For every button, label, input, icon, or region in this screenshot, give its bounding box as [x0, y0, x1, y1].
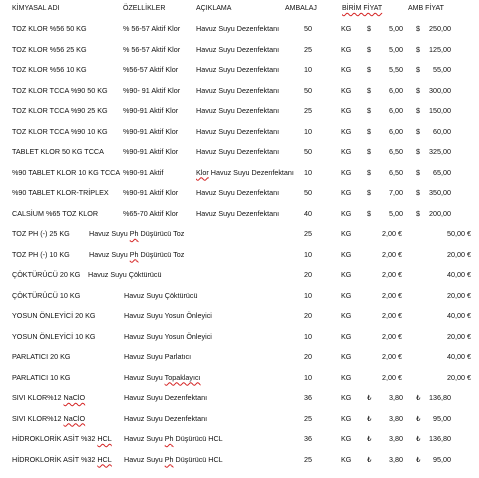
pack-price: 200,00 — [429, 208, 451, 218]
package-unit: KG — [341, 65, 352, 74]
table-row — [0, 268, 479, 282]
pack-price: 65,00 — [433, 167, 451, 177]
product-name: TOZ KLOR %56 50 KG — [12, 24, 87, 33]
unit-price: 2,00 € — [382, 249, 402, 259]
package-quantity: 36 — [304, 393, 312, 402]
product-description: Havuz Suyu Dezenfektanı — [196, 188, 280, 197]
pack-price-currency: $ — [416, 126, 420, 136]
pack-price-currency: $ — [416, 106, 420, 115]
package-unit: KG — [341, 413, 352, 423]
table-row — [0, 207, 479, 221]
product-name: ÇÖKTÜRÜCÜ 20 KG — [12, 270, 81, 279]
product-properties: % 56-57 Aktif Klor — [123, 24, 181, 33]
table-row — [0, 412, 479, 426]
product-name: HİDROKLORİK ASİT %32 HCL — [12, 434, 112, 443]
package-unit: KG — [341, 188, 352, 197]
product-properties: %90-91 Aktif Klor — [123, 147, 179, 156]
pack-price: 350,00 — [429, 188, 451, 197]
pack-price: 55,00 — [433, 65, 451, 74]
product-name: TOZ PH (-) 25 KG — [12, 229, 70, 238]
table-row — [0, 227, 479, 241]
package-unit: KG — [341, 270, 352, 279]
unit-price-currency: $ — [367, 188, 371, 197]
product-properties: %90-91 Aktif Klor — [123, 188, 179, 197]
package-unit: KG — [341, 167, 352, 177]
package-quantity: 50 — [304, 147, 312, 156]
product-name: TOZ KLOR TCCA %90 50 KG — [12, 85, 108, 95]
unit-price-currency: $ — [367, 44, 371, 54]
pack-price-currency: $ — [416, 44, 420, 54]
unit-price-currency: ₺ — [367, 454, 372, 464]
package-quantity: 25 — [304, 106, 312, 115]
table-row — [0, 432, 479, 446]
product-description: Havuz Suyu Dezenfektanı — [124, 393, 208, 402]
unit-price: 2,00 € — [382, 311, 402, 320]
unit-price-currency: $ — [367, 65, 371, 74]
package-quantity: 20 — [304, 311, 312, 320]
unit-price: 3,80 — [389, 393, 403, 402]
package-unit: KG — [341, 311, 352, 320]
product-properties: %90-91 Aktif Klor — [123, 106, 179, 115]
table-row — [0, 330, 479, 344]
product-name: SIVI KLOR%12 NaClO — [12, 413, 86, 423]
product-description: Havuz Suyu Çöktürücü — [88, 270, 162, 279]
pack-price: 20,00 € — [447, 331, 471, 341]
product-description: Havuz Suyu Dezenfektanı — [196, 85, 280, 95]
table-row — [0, 289, 479, 303]
pack-price: 20,00 € — [447, 372, 471, 382]
table-row — [0, 453, 479, 467]
package-quantity: 50 — [304, 85, 312, 95]
pack-price-currency: ₺ — [416, 434, 421, 443]
header-name: KİMYASAL ADI — [12, 5, 60, 12]
table-row — [0, 104, 479, 118]
pack-price-currency: ₺ — [416, 413, 421, 423]
unit-price-currency: $ — [367, 167, 371, 177]
package-quantity: 25 — [304, 44, 312, 54]
unit-price: 5,50 — [389, 65, 403, 74]
unit-price: 5,00 — [389, 44, 403, 54]
product-description: Havuz Suyu Dezenfektanı — [196, 106, 280, 115]
pack-price: 150,00 — [429, 106, 451, 115]
unit-price: 6,00 — [389, 126, 403, 136]
product-name: YOSUN ÖNLEYİCİ 10 KG — [12, 331, 96, 341]
product-description: Havuz Suyu Parlatıcı — [124, 352, 192, 361]
product-name: SIVI KLOR%12 NaClO — [12, 393, 86, 402]
unit-price-currency: $ — [367, 24, 371, 33]
product-name: TOZ KLOR TCCA %90 10 KG — [12, 126, 108, 136]
unit-price-currency: $ — [367, 106, 371, 115]
product-name: TABLET KLOR 50 KG TCCA — [12, 147, 104, 156]
pack-price-currency: $ — [416, 147, 420, 156]
product-name: TOZ KLOR %56 10 KG — [12, 65, 87, 74]
unit-price: 2,00 € — [382, 352, 402, 361]
product-properties: %90- 91 Aktif Klor — [123, 85, 181, 95]
pack-price: 40,00 € — [447, 352, 471, 361]
unit-price: 2,00 € — [382, 372, 402, 382]
unit-price-currency: $ — [367, 126, 371, 136]
product-description: Havuz Suyu Yosun Önleyici — [124, 331, 212, 341]
product-description: Havuz Suyu Topaklayıcı — [124, 372, 201, 382]
package-unit: KG — [341, 208, 352, 218]
header-unit-price: BİRİM FİYAT — [342, 5, 383, 12]
unit-price: 6,50 — [389, 167, 403, 177]
unit-price-currency: ₺ — [367, 434, 372, 443]
product-description: Havuz Suyu Yosun Önleyici — [124, 311, 212, 320]
table-row — [0, 125, 479, 139]
package-quantity: 10 — [304, 167, 312, 177]
unit-price: 2,00 € — [382, 270, 402, 279]
pack-price-currency: ₺ — [416, 393, 421, 402]
pack-price: 20,00 € — [447, 249, 471, 259]
product-name: YOSUN ÖNLEYİCİ 20 KG — [12, 311, 96, 320]
unit-price: 7,00 — [389, 188, 403, 197]
package-quantity: 25 — [304, 454, 312, 464]
unit-price: 6,50 — [389, 147, 403, 156]
package-quantity: 10 — [304, 331, 312, 341]
header-pack-price: AMB FİYAT — [408, 5, 444, 12]
unit-price: 5,00 — [389, 208, 403, 218]
package-unit: KG — [341, 249, 352, 259]
product-description: Havuz Suyu Dezenfektanı — [196, 208, 280, 218]
package-quantity: 10 — [304, 249, 312, 259]
package-unit: KG — [341, 85, 352, 95]
product-description: Havuz Suyu Dezenfektanı — [196, 44, 280, 54]
product-name: TOZ PH (-) 10 KG — [12, 249, 70, 259]
package-unit: KG — [341, 24, 352, 33]
pack-price: 60,00 — [433, 126, 451, 136]
unit-price-currency: ₺ — [367, 393, 372, 402]
product-properties: %90-91 Aktif Klor — [123, 126, 179, 136]
pack-price: 40,00 € — [447, 311, 471, 320]
product-properties: %65-70 Aktif Klor — [123, 208, 179, 218]
package-unit: KG — [341, 454, 352, 464]
package-unit: KG — [341, 126, 352, 136]
pack-price-currency: $ — [416, 188, 420, 197]
product-description: Havuz Suyu Ph Düşürücü Toz — [89, 249, 185, 259]
product-properties: % 56-57 Aktif Klor — [123, 44, 181, 54]
package-quantity: 10 — [304, 65, 312, 74]
product-description: Klor Havuz Suyu Dezenfektanı — [196, 167, 294, 177]
unit-price: 2,00 € — [382, 331, 402, 341]
table-row — [0, 145, 479, 159]
header-pack: AMBALAJ — [285, 5, 317, 12]
unit-price: 6,00 — [389, 106, 403, 115]
unit-price: 2,00 € — [382, 290, 402, 300]
product-name: HİDROKLORİK ASİT %32 HCL — [12, 454, 112, 464]
product-name: TOZ KLOR %56 25 KG — [12, 44, 87, 54]
product-name: %90 TABLET KLOR-TRİPLEX — [12, 188, 109, 197]
pack-price: 40,00 € — [447, 270, 471, 279]
unit-price: 5,00 — [389, 24, 403, 33]
pack-price-currency: $ — [416, 208, 420, 218]
package-quantity: 10 — [304, 372, 312, 382]
package-quantity: 50 — [304, 188, 312, 197]
pack-price: 300,00 — [429, 85, 451, 95]
header-props: ÖZELLİKLER — [123, 5, 166, 12]
product-description: Havuz Suyu Dezenfektanı — [196, 65, 280, 74]
product-name: PARLATICI 10 KG — [12, 372, 71, 382]
table-row — [0, 166, 479, 180]
product-description: Havuz Suyu Çöktürücü — [124, 290, 198, 300]
product-properties: %90-91 Aktif — [123, 167, 164, 177]
product-description: Havuz Suyu Ph Düşürücü HCL — [124, 454, 223, 464]
product-description: Havuz Suyu Dezenfektanı — [124, 413, 208, 423]
unit-price: 3,80 — [389, 434, 403, 443]
package-unit: KG — [341, 290, 352, 300]
unit-price: 6,00 — [389, 85, 403, 95]
package-unit: KG — [341, 331, 352, 341]
unit-price: 2,00 € — [382, 229, 402, 238]
table-row — [0, 84, 479, 98]
product-name: %90 TABLET KLOR 10 KG TCCA — [12, 167, 121, 177]
product-description: Havuz Suyu Dezenfektanı — [196, 126, 280, 136]
package-unit: KG — [341, 229, 352, 238]
pack-price: 95,00 — [433, 454, 451, 464]
package-unit: KG — [341, 352, 352, 361]
pack-price: 125,00 — [429, 44, 451, 54]
pack-price: 95,00 — [433, 413, 451, 423]
pack-price: 50,00 € — [447, 229, 471, 238]
product-description: Havuz Suyu Dezenfektanı — [196, 147, 280, 156]
table-row — [0, 43, 479, 57]
product-name: ÇÖKTÜRÜCÜ 10 KG — [12, 290, 81, 300]
package-quantity: 10 — [304, 126, 312, 136]
table-row — [0, 63, 479, 77]
pack-price-currency: $ — [416, 167, 420, 177]
package-quantity: 36 — [304, 434, 312, 443]
package-unit: KG — [341, 434, 352, 443]
pack-price-currency: $ — [416, 65, 420, 74]
pack-price: 250,00 — [429, 24, 451, 33]
product-name: CALSİUM %65 TOZ KLOR — [12, 208, 99, 218]
table-row — [0, 22, 479, 36]
table-row — [0, 350, 479, 364]
table-row — [0, 248, 479, 262]
unit-price-currency: ₺ — [367, 413, 372, 423]
package-unit: KG — [341, 44, 352, 54]
pack-price-currency: $ — [416, 24, 420, 33]
table-row — [0, 309, 479, 323]
package-unit: KG — [341, 147, 352, 156]
package-quantity: 10 — [304, 290, 312, 300]
package-quantity: 40 — [304, 208, 312, 218]
table-row — [0, 186, 479, 200]
package-quantity: 50 — [304, 24, 312, 33]
unit-price: 3,80 — [389, 454, 403, 464]
pack-price-currency: $ — [416, 85, 420, 95]
package-quantity: 20 — [304, 270, 312, 279]
unit-price-currency: $ — [367, 85, 371, 95]
unit-price-currency: $ — [367, 208, 371, 218]
pack-price-currency: ₺ — [416, 454, 421, 464]
product-name: TOZ KLOR TCCA %90 25 KG — [12, 106, 108, 115]
package-unit: KG — [341, 106, 352, 115]
package-quantity: 25 — [304, 413, 312, 423]
pack-price: 136,80 — [429, 434, 451, 443]
product-properties: %56-57 Aktif Klor — [123, 65, 179, 74]
product-name: PARLATICI 20 KG — [12, 352, 71, 361]
header-desc: AÇIKLAMA — [196, 5, 232, 12]
package-unit: KG — [341, 393, 352, 402]
table-row — [0, 371, 479, 385]
table-row — [0, 391, 479, 405]
package-unit: KG — [341, 372, 352, 382]
product-description: Havuz Suyu Ph Düşürücü HCL — [124, 434, 223, 443]
unit-price: 3,80 — [389, 413, 403, 423]
pack-price: 20,00 € — [447, 290, 471, 300]
table-header — [0, 2, 479, 16]
product-description: Havuz Suyu Ph Düşürücü Toz — [89, 229, 185, 238]
pack-price: 136,80 — [429, 393, 451, 402]
pack-price: 325,00 — [429, 147, 451, 156]
product-description: Havuz Suyu Dezenfektanı — [196, 24, 280, 33]
package-quantity: 20 — [304, 352, 312, 361]
package-quantity: 25 — [304, 229, 312, 238]
unit-price-currency: $ — [367, 147, 371, 156]
